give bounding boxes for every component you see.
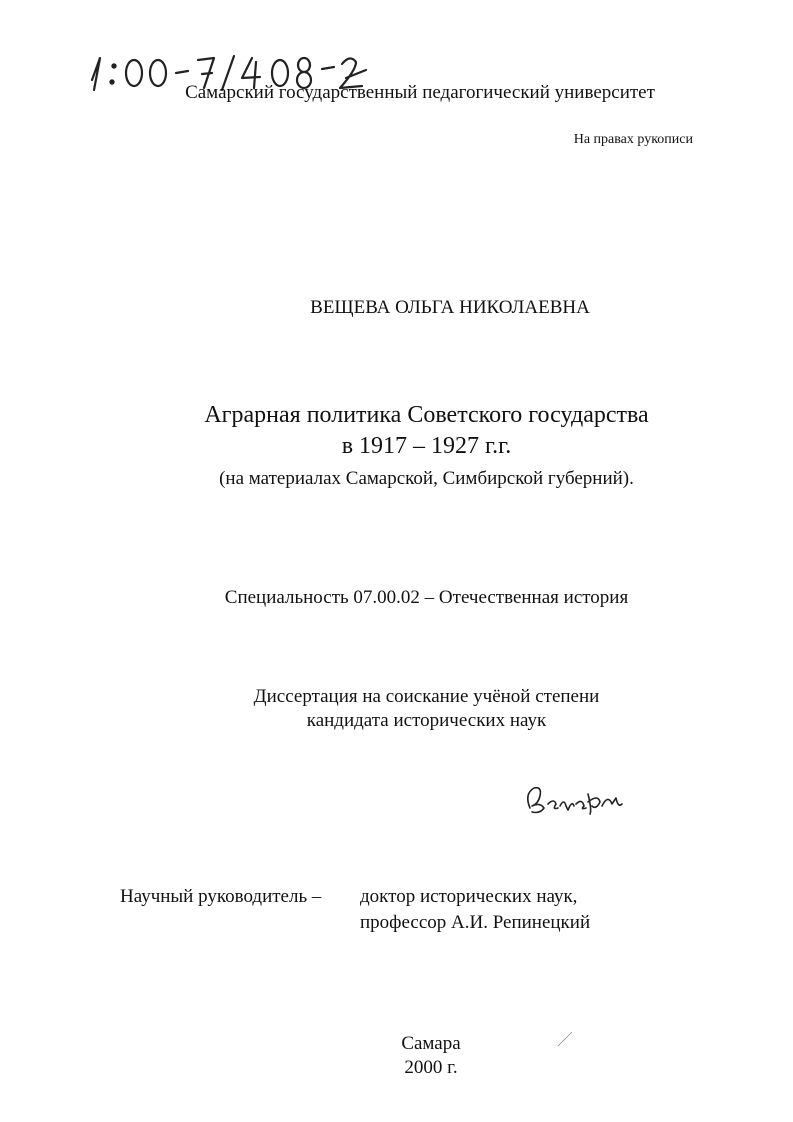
degree-line-1: Диссертация на соискание учёной степени [253,686,600,707]
advisor-degree: доктор исторических наук, [360,886,578,907]
author-signature [520,780,630,820]
manuscript-rights-note: На правах рукописи [573,132,693,147]
advisor-label: Научный руководитель – [120,886,322,907]
thesis-title-line-1: Аграрная политика Советского государства [204,402,649,428]
specialty-line: Специальность 07.00.02 – Отечественная история [224,587,629,608]
author-name: ВЕЩЕВА ОЛЬГА НИКОЛАЕВНА [310,297,590,318]
advisor-name: профессор А.И. Репинецкий [360,912,591,933]
thesis-title-subtitle: (на материалах Самарской, Симбирской губерний). [219,468,634,489]
city: Самара [401,1033,461,1054]
university-name: Самарский государственный педагогический университет [185,82,655,103]
degree-line-2: кандидата исторических наук [306,710,547,731]
thesis-title-line-2: в 1917 – 1927 г.г. [341,433,512,459]
year: 2000 г. [404,1057,458,1078]
